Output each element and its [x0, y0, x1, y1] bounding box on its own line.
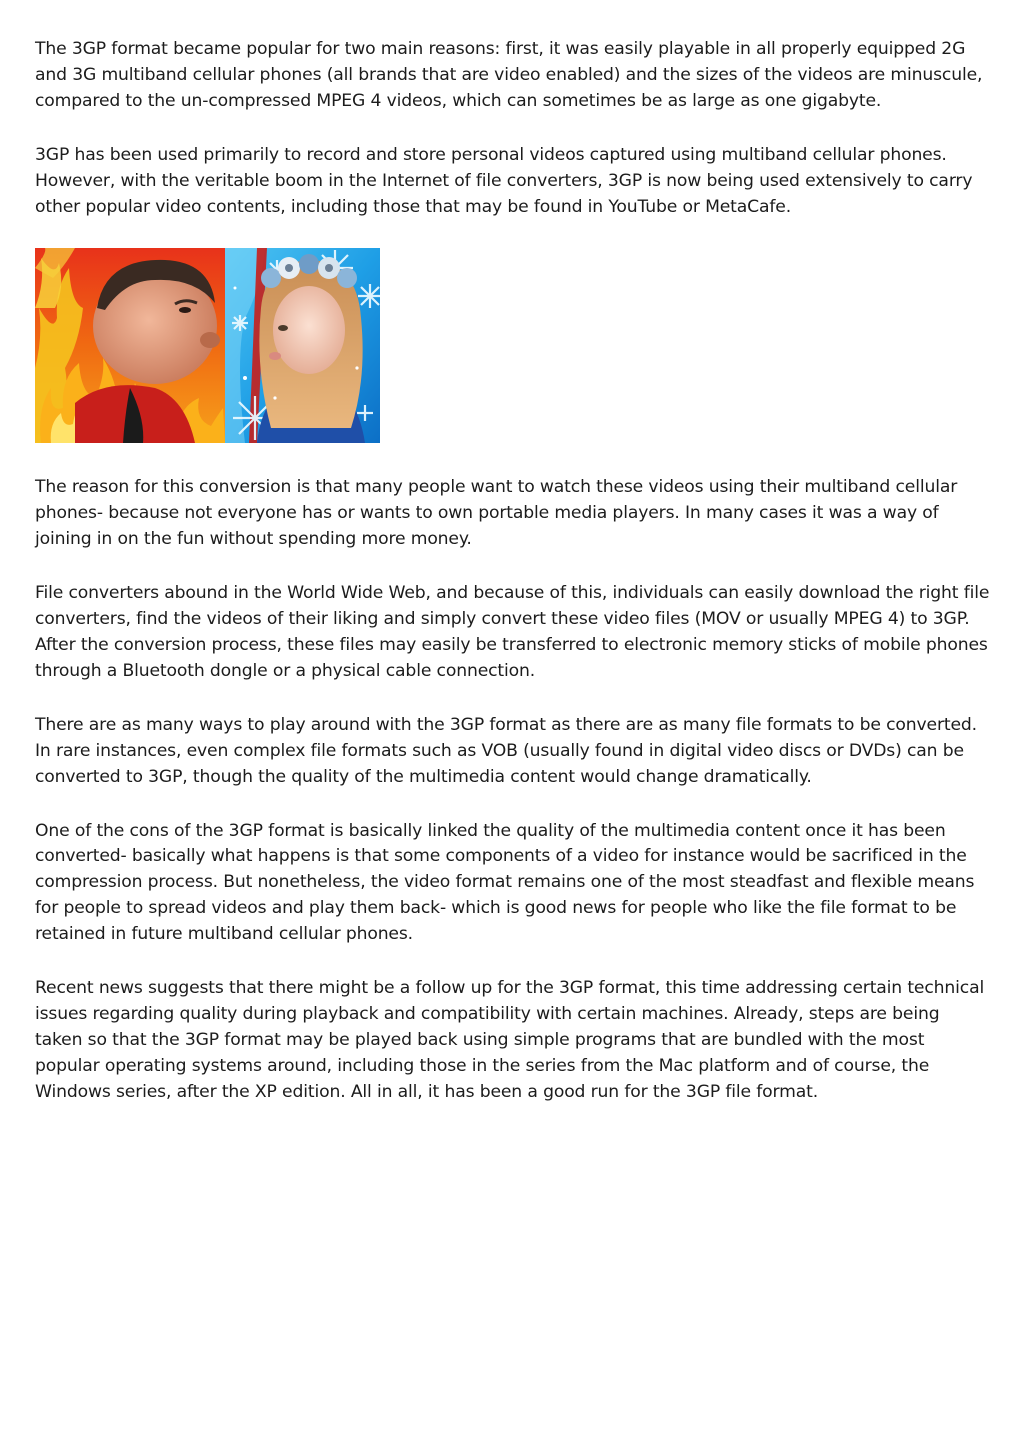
paragraph-7: Recent news suggests that there might be a follow up for the 3GP format, this time addressing certain technical issues regarding quality during playback and compatibility with certain machines. Already, steps are being taken so that the 3GP format may be played back using simple programs that are bundled with the most popular operating systems around, including those in the series from the Mac platform and of course, the Windows series, after the XP edition. All in all, it has been a good run for the 3GP file format. [35, 978, 985, 1102]
video-thumbnail-image [35, 248, 380, 443]
paragraph-2: 3GP has been used primarily to record and store personal videos captured using multiband cellular phones. However, with the veritable boom in the Internet of file converters, 3GP is now being used extensively to carry other popular video contents, including those that may be found in YouTube or MetaCafe. [35, 144, 973, 217]
paragraph-4: File converters abound in the World Wide Web, and because of this, individuals can easily download the right file converters, find the videos of their liking and simply convert these video files (MOV or usually MPEG 4) to 3GP. After the conversion process, these files may easily be transferred to electronic memory sticks of mobile phones through a Bluetooth dongle or a physical cable connection. [35, 583, 990, 681]
paragraph-3: The reason for this conversion is that many people want to watch these videos using their multiband cellular phones- because not everyone has or wants to own portable media players. In many cases it was a way of joining in on the fun without spending more money. [35, 477, 958, 550]
paragraph-1: The 3GP format became popular for two main reasons: first, it was easily playable in all properly equipped 2G and 3G multiband cellular phones (all brands that are video enabled) and the sizes of the videos are minuscule, compared to the un-compressed MPEG 4 videos, which can sometimes be as large as one gigabyte. [35, 39, 983, 111]
paragraph-5: There are as many ways to play around with the 3GP format as there are as many file formats to be converted. In rare instances, even complex file formats such as VOB (usually found in digital video discs or DVDs) can be converted to 3GP, though the quality of the multimedia content would change dramatically. [35, 714, 977, 787]
paragraph-6: One of the cons of the 3GP format is basically linked the quality of the multimedia content once it has been converted- basically what happens is that some components of a video for instance would be sacrificed in the compression process. But nonetheless, the video format remains one of the most steadfast and flexible means for people to spread videos and play them back- which is good news for people who like the file format to be retained in future multiband cellular phones. [35, 820, 975, 945]
article [35, 37, 990, 1134]
